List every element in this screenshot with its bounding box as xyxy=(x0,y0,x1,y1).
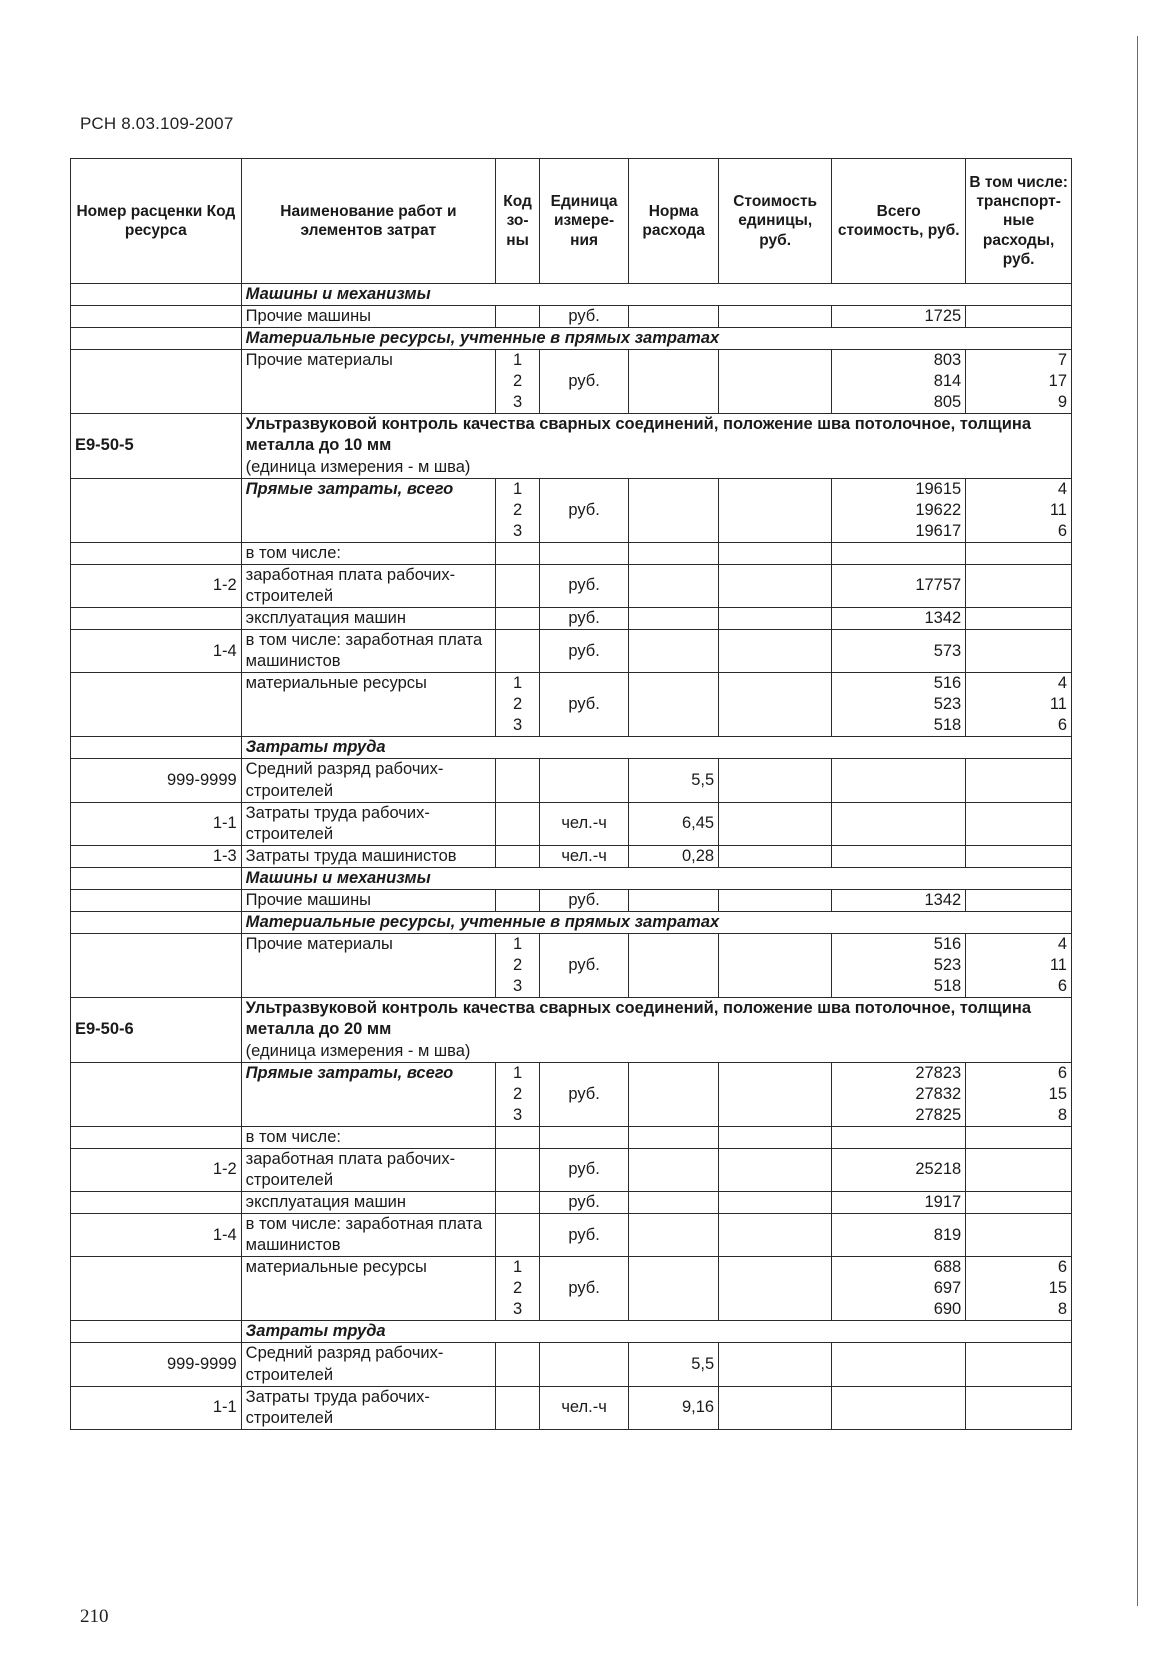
table-row xyxy=(71,350,1072,414)
row-name: Затраты труда машинистов xyxy=(241,845,495,867)
row-unit: чел.-ч xyxy=(540,1386,629,1429)
row-total: 1342 xyxy=(832,607,966,629)
row-transport: 4 11 6 xyxy=(966,934,1072,998)
row-total: 25218 xyxy=(832,1148,966,1191)
table-row xyxy=(71,1062,1072,1126)
row-unit: руб. xyxy=(540,350,629,414)
row-total: 1342 xyxy=(832,890,966,912)
header-unit: Единица измере-ния xyxy=(540,159,629,284)
row-name: заработная плата рабочих-строителей xyxy=(241,1148,495,1191)
row-totals: 516 523 518 xyxy=(832,673,966,737)
row-unit: руб. xyxy=(540,1214,629,1257)
row-name: Прочие машины xyxy=(241,306,495,328)
rate-title: Ультразвуковой контроль качества сварных соединений, положение шва потолочное, толщина металла до 20 мм xyxy=(245,999,1032,1039)
zone-codes: 1 2 3 xyxy=(496,673,540,737)
row-code: 1-2 xyxy=(71,1148,242,1191)
row-name: в том числе: xyxy=(241,542,495,564)
row-totals: 27823 27832 27825 xyxy=(832,1062,966,1126)
row-code: 1-2 xyxy=(71,564,242,607)
zone-codes: 1 2 3 xyxy=(496,1257,540,1321)
row-norm: 5,5 xyxy=(629,1343,719,1386)
row-name: Прочие материалы xyxy=(241,934,495,998)
row-name: заработная плата рабочих-строителей xyxy=(241,564,495,607)
table-row xyxy=(71,1126,1072,1148)
rate-title-cell xyxy=(241,414,1071,478)
row-code: 1-1 xyxy=(71,1386,242,1429)
rate-code: Е9-50-5 xyxy=(71,414,242,478)
table-row xyxy=(71,934,1072,998)
table-row xyxy=(71,1386,1072,1429)
table-row xyxy=(71,1257,1072,1321)
table-row xyxy=(71,306,1072,328)
row-totals: 19615 19622 19617 xyxy=(832,478,966,542)
table-row xyxy=(71,1214,1072,1257)
row-name: Прямые затраты, всего xyxy=(241,1062,495,1126)
row-name: в том числе: заработная плата машинистов xyxy=(241,630,495,673)
table-row xyxy=(71,673,1072,737)
section-title: Машины и механизмы xyxy=(241,867,1071,889)
row-norm: 0,28 xyxy=(629,845,719,867)
section-row xyxy=(71,328,1072,350)
row-unit: руб. xyxy=(540,1148,629,1191)
row-name: в том числе: заработная плата машинистов xyxy=(241,1214,495,1257)
row-transport: 6 15 8 xyxy=(966,1062,1072,1126)
row-name: Прочие материалы xyxy=(241,350,495,414)
row-name: эксплуатация машин xyxy=(241,607,495,629)
rate-unit-note: (единица измерения - м шва) xyxy=(245,1041,471,1060)
row-unit: руб. xyxy=(540,1191,629,1213)
row-total: 819 xyxy=(832,1214,966,1257)
header-norm: Норма расхода xyxy=(629,159,719,284)
row-transport: 4 11 6 xyxy=(966,673,1072,737)
section-title: Затраты труда xyxy=(241,737,1071,759)
rate-title-row xyxy=(71,414,1072,478)
section-row xyxy=(71,284,1072,306)
page-number: 210 xyxy=(80,1606,109,1627)
row-transport: 7 17 9 xyxy=(966,350,1072,414)
row-total: 17757 xyxy=(832,564,966,607)
table-row xyxy=(71,607,1072,629)
row-code: 1-4 xyxy=(71,630,242,673)
row-norm: 6,45 xyxy=(629,802,719,845)
row-total: 1725 xyxy=(832,306,966,328)
row-unit: руб. xyxy=(540,630,629,673)
row-norm: 5,5 xyxy=(629,759,719,802)
row-norm: 9,16 xyxy=(629,1386,719,1429)
header-total-cost: Всего стоимость, руб. xyxy=(832,159,966,284)
row-name: эксплуатация машин xyxy=(241,1191,495,1213)
zone-codes: 1 2 3 xyxy=(496,478,540,542)
row-code: 999-9999 xyxy=(71,1343,242,1386)
document-code: РСН 8.03.109-2007 xyxy=(80,114,234,133)
row-total: 573 xyxy=(832,630,966,673)
row-code: 999-9999 xyxy=(71,759,242,802)
rate-unit-note: (единица измерения - м шва) xyxy=(245,457,471,476)
row-name: Прочие машины xyxy=(241,890,495,912)
row-name: Средний разряд рабочих-строителей xyxy=(241,1343,495,1386)
row-total: 1917 xyxy=(832,1191,966,1213)
row-unit: чел.-ч xyxy=(540,845,629,867)
row-name: материальные ресурсы xyxy=(241,1257,495,1321)
scan-edge-line xyxy=(1137,36,1138,1606)
header-zone-code: Код зо-ны xyxy=(496,159,540,284)
table-row xyxy=(71,1148,1072,1191)
row-name: Затраты труда рабочих-строителей xyxy=(241,1386,495,1429)
section-row xyxy=(71,912,1072,934)
row-transport: 4 11 6 xyxy=(966,478,1072,542)
row-name: материальные ресурсы xyxy=(241,673,495,737)
rate-title-row xyxy=(71,998,1072,1062)
header-rate-code: Номер расценки Код ресурса xyxy=(71,159,242,284)
table-row xyxy=(71,1343,1072,1386)
table-row xyxy=(71,845,1072,867)
header-unit-cost: Стоимость единицы, руб. xyxy=(719,159,832,284)
row-unit: руб. xyxy=(540,934,629,998)
section-title: Затраты труда xyxy=(241,1321,1071,1343)
table-row xyxy=(71,542,1072,564)
row-unit: руб. xyxy=(540,607,629,629)
table-row xyxy=(71,630,1072,673)
header-work-name: Наименование работ и элементов затрат xyxy=(241,159,495,284)
table-row xyxy=(71,759,1072,802)
header-transport-cost: В том числе: транспорт-ные расходы, руб. xyxy=(966,159,1072,284)
section-title: Материальные ресурсы, учтенные в прямых затратах xyxy=(241,328,1071,350)
rate-title-cell xyxy=(241,998,1071,1062)
zone-codes: 1 2 3 xyxy=(496,1062,540,1126)
row-name: Средний разряд рабочих-строителей xyxy=(241,759,495,802)
row-unit: руб. xyxy=(540,1257,629,1321)
rates-table xyxy=(70,158,1072,1430)
section-title: Материальные ресурсы, учтенные в прямых затратах xyxy=(241,912,1071,934)
row-name: Затраты труда рабочих-строителей xyxy=(241,802,495,845)
row-unit: руб. xyxy=(540,890,629,912)
table-header-row xyxy=(71,159,1072,284)
row-name: в том числе: xyxy=(241,1126,495,1148)
row-totals: 688 697 690 xyxy=(832,1257,966,1321)
row-totals: 803 814 805 xyxy=(832,350,966,414)
section-title: Машины и механизмы xyxy=(241,284,1071,306)
row-unit: руб. xyxy=(540,478,629,542)
section-row xyxy=(71,867,1072,889)
row-unit: руб. xyxy=(540,1062,629,1126)
row-code: 1-1 xyxy=(71,802,242,845)
row-totals: 516 523 518 xyxy=(832,934,966,998)
table-row xyxy=(71,564,1072,607)
rate-title: Ультразвуковой контроль качества сварных соединений, положение шва потолочное, толщина металла до 10 мм xyxy=(245,415,1032,455)
row-unit: руб. xyxy=(540,306,629,328)
row-transport: 6 15 8 xyxy=(966,1257,1072,1321)
row-code: 1-3 xyxy=(71,845,242,867)
rate-code: Е9-50-6 xyxy=(71,998,242,1062)
row-unit: чел.-ч xyxy=(540,802,629,845)
zone-codes: 1 2 3 xyxy=(496,934,540,998)
row-name: Прямые затраты, всего xyxy=(241,478,495,542)
table-row xyxy=(71,1191,1072,1213)
table-row xyxy=(71,890,1072,912)
zone-codes: 1 2 3 xyxy=(496,350,540,414)
table-row xyxy=(71,802,1072,845)
section-row xyxy=(71,737,1072,759)
row-unit: руб. xyxy=(540,673,629,737)
row-unit: руб. xyxy=(540,564,629,607)
table-row xyxy=(71,478,1072,542)
section-row xyxy=(71,1321,1072,1343)
row-code: 1-4 xyxy=(71,1214,242,1257)
